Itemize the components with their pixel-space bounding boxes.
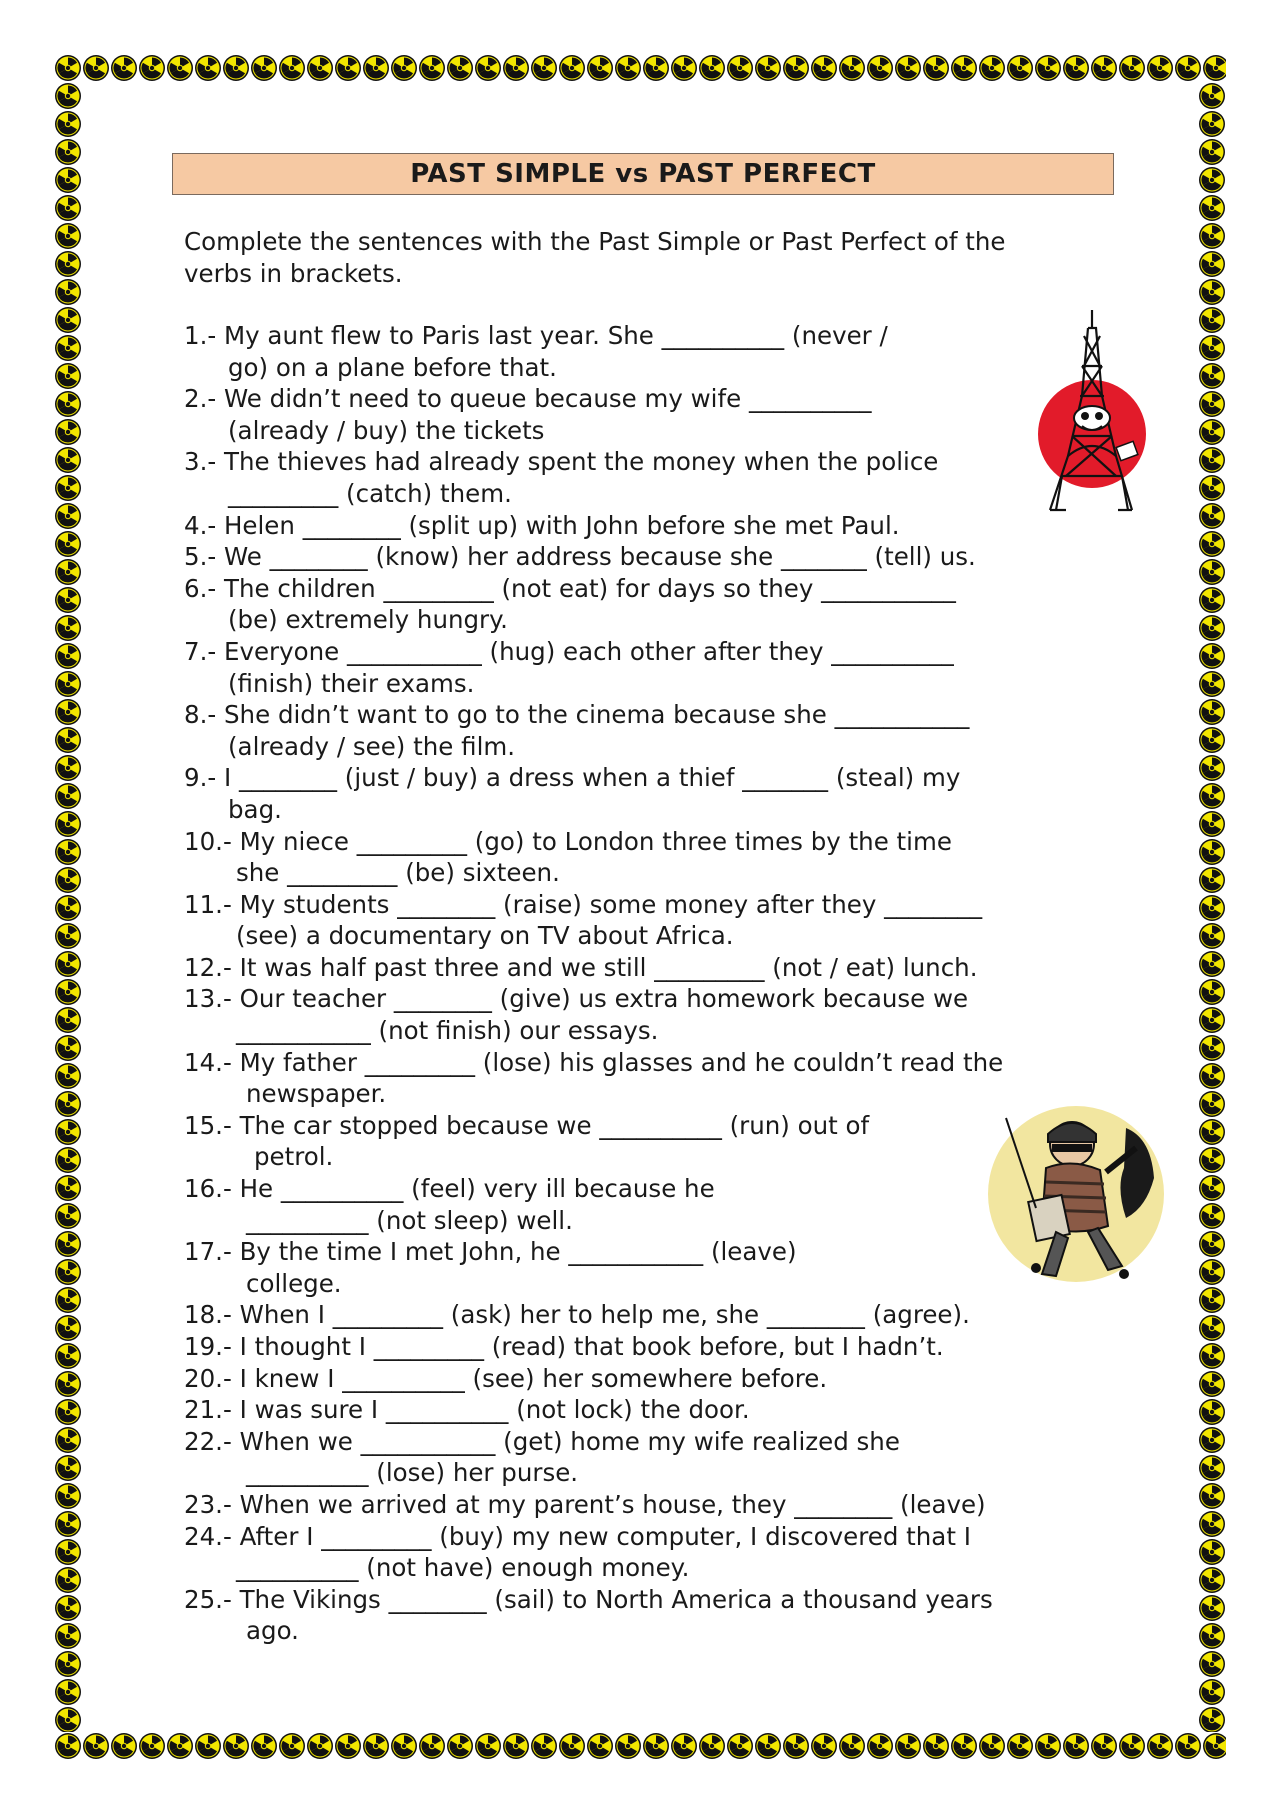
exercise-item-6 (184, 573, 1114, 636)
radiation-pattern-right (1198, 82, 1226, 1732)
exercise-item-line: 8.- She didn’t want to go to the cinema because she ___________ (184, 700, 970, 730)
exercise-item-line: 25.- The Vikings ________ (sail) to North America a thousand years (184, 1584, 993, 1614)
exercise-item-23 (184, 1489, 1114, 1521)
exercise-item-15 (184, 1110, 1114, 1173)
exercise-item-3 (184, 446, 1114, 509)
exercise-item-20 (184, 1363, 1114, 1395)
exercise-item-line: 16.- He __________ (feel) very ill because he (184, 1174, 715, 1204)
decorative-border-bottom (54, 1732, 1226, 1760)
exercise-item-continuation: __________ (not sleep) well. (246, 1205, 573, 1235)
exercise-item-continuation: (already / see) the film. (228, 731, 516, 761)
exercise-item-line: 4.- Helen ________ (split up) with John before she met Paul. (184, 510, 900, 540)
exercise-item-continuation: petrol. (254, 1142, 334, 1172)
exercise-item-line: 9.- I ________ (just / buy) a dress when a thief _______ (steal) my (184, 763, 961, 793)
instructions-line: verbs in brackets. (184, 259, 403, 288)
exercise-item-continuation: __________ (not have) enough money. (236, 1553, 690, 1583)
exercise-item-22 (184, 1426, 1114, 1489)
exercise-item-continuation: bag. (228, 794, 282, 824)
decorative-border-left (54, 82, 82, 1732)
exercise-item-line: 7.- Everyone ___________ (hug) each other after they __________ (184, 636, 954, 666)
exercise-item-line: 2.- We didn’t need to queue because my wife __________ (184, 384, 872, 414)
instructions (184, 226, 1084, 290)
exercise-item-line: 6.- The children _________ (not eat) for days so they ___________ (184, 573, 956, 603)
radiation-pattern-top (54, 54, 1226, 82)
exercise-item-continuation: (finish) their exams. (228, 668, 475, 698)
exercise-item-continuation: ago. (246, 1616, 299, 1646)
exercise-item-24 (184, 1521, 1114, 1584)
exercise-item-5 (184, 541, 1114, 573)
exercise-item-line: 23.- When we arrived at my parent’s house, they ________ (leave) (184, 1489, 986, 1519)
exercise-item-1 (184, 320, 1114, 383)
page-title: PAST SIMPLE vs PAST PERFECT (172, 153, 1114, 195)
exercise-item-line: 1.- My aunt flew to Paris last year. She __________ (never / (184, 321, 888, 350)
instructions-line: Complete the sentences with the Past Simple or Past Perfect of the (184, 227, 1006, 256)
exercise-item-line: 10.- My niece _________ (go) to London three times by the time (184, 826, 952, 856)
exercise-item-18 (184, 1299, 1114, 1331)
exercise-item-line: 13.- Our teacher ________ (give) us extra homework because we (184, 984, 969, 1014)
exercise-item-continuation: college. (246, 1268, 342, 1298)
exercise-item-continuation: _________ (catch) them. (228, 478, 512, 508)
radiation-pattern-bottom (54, 1732, 1226, 1760)
exercise-item-21 (184, 1394, 1114, 1426)
exercise-item-line: 24.- After I _________ (buy) my new computer, I discovered that I (184, 1521, 971, 1551)
exercise-item-continuation: __________ (lose) her purse. (246, 1458, 579, 1488)
exercise-item-continuation: (see) a documentary on TV about Africa. (236, 921, 734, 951)
decorative-border-top (54, 54, 1226, 82)
exercise-item-11 (184, 889, 1114, 952)
eiffel-tower-icon (1036, 306, 1158, 516)
radiation-pattern-left (54, 82, 82, 1732)
exercise-item-17 (184, 1236, 1114, 1299)
exercise-item-line: 22.- When we ___________ (get) home my wife realized she (184, 1426, 900, 1456)
exercise-item-12 (184, 952, 1114, 984)
exercise-item-7 (184, 636, 1114, 699)
exercise-item-continuation: (already / buy) the tickets (228, 415, 545, 445)
exercise-item-line: 11.- My students ________ (raise) some money after they ________ (184, 889, 983, 919)
thief-illustration (976, 1098, 1174, 1284)
exercise-item-25 (184, 1584, 1114, 1647)
exercise-item-2 (184, 383, 1114, 446)
exercise-item-line: 17.- By the time I met John, he ___________ (leave) (184, 1237, 797, 1267)
exercise-item-line: 19.- I thought I _________ (read) that book before, but I hadn’t. (184, 1332, 944, 1361)
exercise-item-continuation: newspaper. (246, 1079, 387, 1109)
exercise-item-continuation: she _________ (be) sixteen. (236, 858, 560, 888)
exercise-item-line: 12.- It was half past three and we still _________ (not / eat) lunch. (184, 952, 978, 982)
exercise-item-line: 5.- We ________ (know) her address because she _______ (tell) us. (184, 542, 976, 572)
exercise-item-16 (184, 1173, 1114, 1236)
exercise-item-10 (184, 826, 1114, 889)
eiffel-tower-illustration (1036, 306, 1158, 516)
thief-icon (976, 1098, 1174, 1284)
exercise-item-9 (184, 762, 1114, 825)
exercise-item-line: 21.- I was sure I __________ (not lock) the door. (184, 1395, 750, 1425)
exercise-item-14 (184, 1047, 1114, 1110)
exercise-item-continuation: (be) extremely hungry. (228, 605, 508, 635)
exercise-item-line: 14.- My father _________ (lose) his glasses and he couldn’t read the (184, 1047, 1004, 1077)
exercise-item-line: 3.- The thieves had already spent the money when the police (184, 447, 939, 477)
exercise-item-continuation: ___________ (not finish) our essays. (236, 1016, 659, 1046)
exercise-list (184, 320, 1114, 1647)
exercise-item-8 (184, 699, 1114, 762)
exercise-item-line: 18.- When I _________ (ask) her to help me, she ________ (agree). (184, 1300, 970, 1330)
exercise-item-19 (184, 1331, 1114, 1363)
exercise-item-continuation: go) on a plane before that. (228, 352, 557, 382)
exercise-item-13 (184, 983, 1114, 1046)
exercise-item-4 (184, 510, 1114, 542)
exercise-item-line: 20.- I knew I __________ (see) her somewhere before. (184, 1363, 828, 1393)
decorative-border-right (1198, 82, 1226, 1732)
exercise-item-line: 15.- The car stopped because we __________ (run) out of (184, 1110, 870, 1140)
